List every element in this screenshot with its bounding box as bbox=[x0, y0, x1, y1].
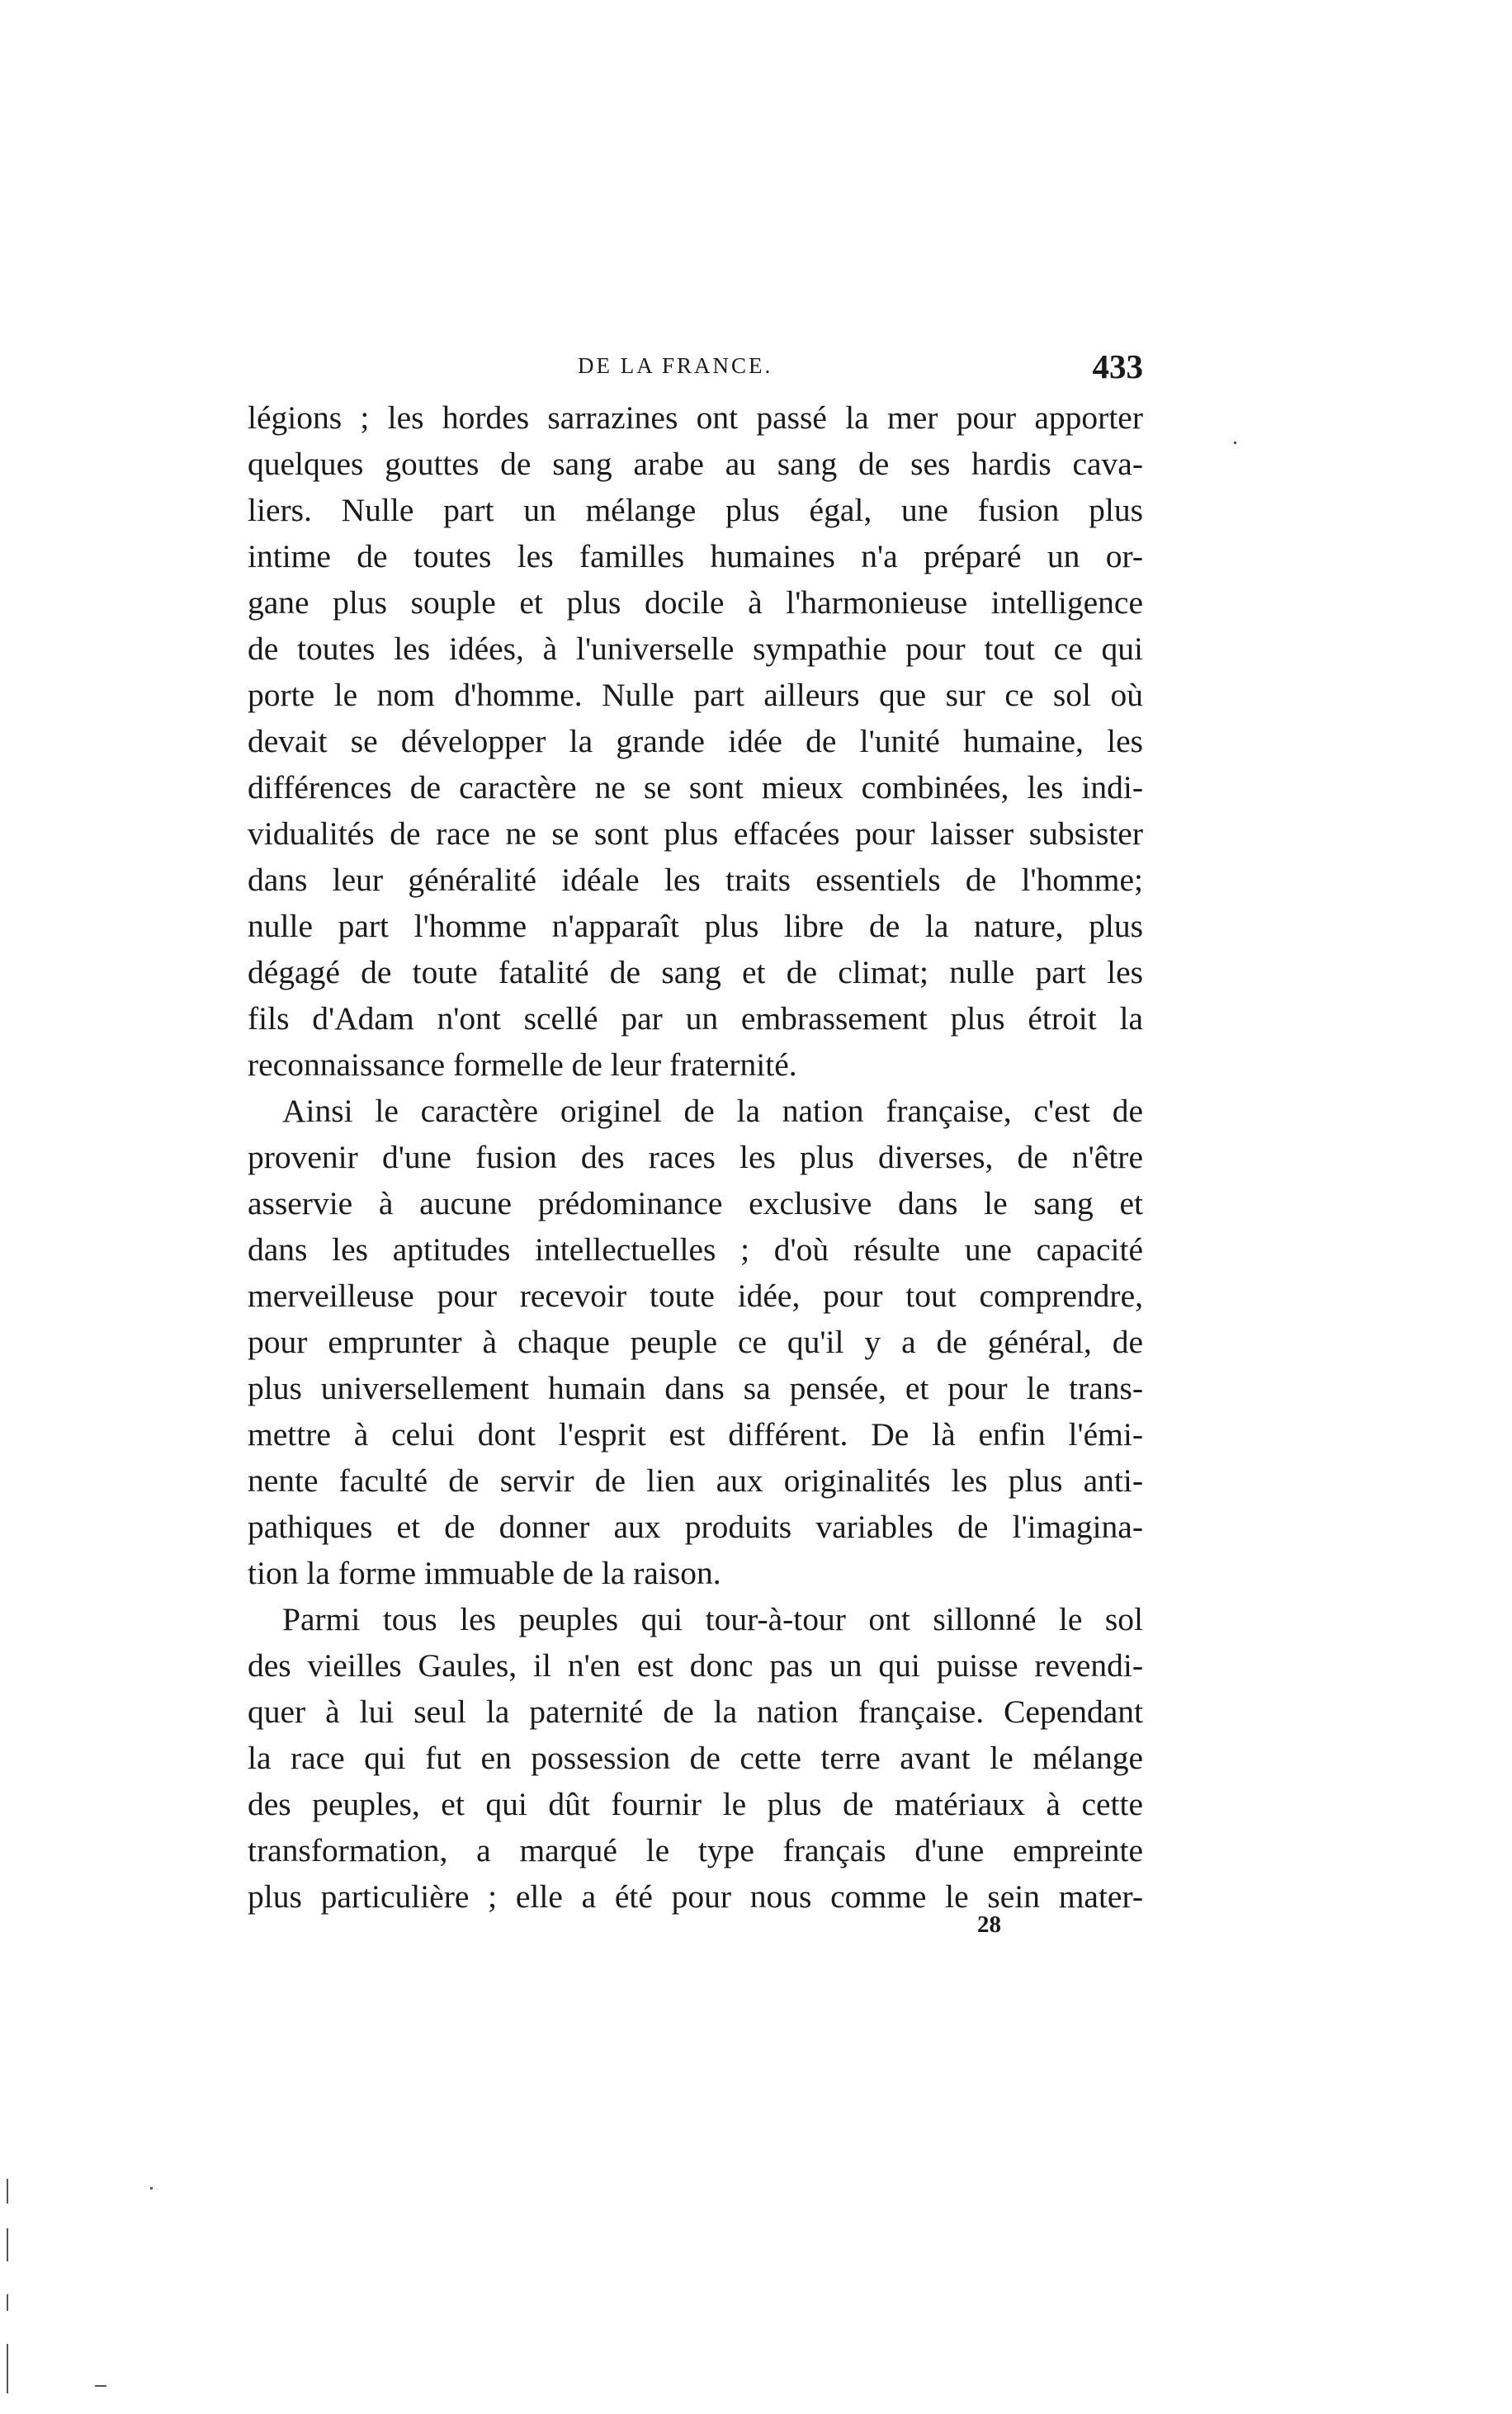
text-line: des vieilles Gaules, il n'en est donc pas un qui puisse revendi- bbox=[248, 1647, 1143, 1684]
text-line: provenir d'une fusion des races les plus diverses, de n'être bbox=[248, 1139, 1143, 1175]
paragraph-start-line: Ainsi le caractère originel de la nation française, c'est de bbox=[282, 1093, 1143, 1129]
text-line: pour emprunter à chaque peuple ce qu'il y a de général, de bbox=[248, 1324, 1143, 1360]
page-number: 433 bbox=[1092, 347, 1143, 385]
text-line: liers. Nulle part un mélange plus égal, une fusion plus bbox=[248, 492, 1143, 528]
scan-mark bbox=[95, 2385, 106, 2387]
scan-mark bbox=[7, 2228, 8, 2261]
text-line: mettre à celui dont l'esprit est différent. De là enfin l'émi- bbox=[248, 1416, 1143, 1453]
signature-mark: 28 bbox=[977, 1911, 1001, 1938]
scan-mark bbox=[1234, 442, 1236, 444]
scan-mark bbox=[7, 2294, 8, 2311]
text-line: transformation, a marqué le type français d'une empreinte bbox=[248, 1832, 1143, 1868]
text-line: plus particulière ; elle a été pour nous comme le sein mater- bbox=[248, 1878, 1143, 1915]
text-line: dégagé de toute fatalité de sang et de climat; nulle part les bbox=[248, 954, 1143, 990]
scan-mark bbox=[150, 2187, 153, 2190]
text-line: devait se développer la grande idée de l'unité humaine, les bbox=[248, 723, 1143, 759]
text-line: intime de toutes les familles humaines n'a préparé un or- bbox=[248, 538, 1143, 574]
body-text bbox=[248, 394, 1143, 1920]
text-line: légions ; les hordes sarrazines ont passé la mer pour apporter bbox=[248, 399, 1143, 436]
text-line: quer à lui seul la paternité de la nation française. Cependant bbox=[248, 1694, 1143, 1730]
scan-mark bbox=[7, 2179, 8, 2204]
text-line: dans les aptitudes intellectuelles ; d'où résulte une capacité bbox=[248, 1231, 1143, 1268]
text-line: nulle part l'homme n'apparaît plus libre de la nature, plus bbox=[248, 908, 1143, 944]
text-line: fils d'Adam n'ont scellé par un embrassement plus étroit la bbox=[248, 1000, 1143, 1037]
text-line: gane plus souple et plus docile à l'harmonieuse intelligence bbox=[248, 584, 1143, 621]
text-line: plus universellement humain dans sa pensée, et pour le trans- bbox=[248, 1370, 1143, 1406]
text-line: nente faculté de servir de lien aux originalités les plus anti- bbox=[248, 1462, 1143, 1499]
paragraph-start-line: Parmi tous les peuples qui tour-à-tour ont sillonné le sol bbox=[282, 1601, 1143, 1637]
text-line: merveilleuse pour recevoir toute idée, pour tout comprendre, bbox=[248, 1278, 1143, 1314]
scan-mark bbox=[7, 2344, 8, 2393]
text-line: des peuples, et qui dût fournir le plus de matériaux à cette bbox=[248, 1786, 1143, 1822]
text-line: différences de caractère ne se sont mieux combinées, les indi- bbox=[248, 769, 1143, 805]
text-line: dans leur généralité idéale les traits essentiels de l'homme; bbox=[248, 862, 1143, 898]
running-head bbox=[248, 347, 1143, 396]
running-title: DE LA FRANCE. bbox=[578, 353, 773, 378]
paragraph-end-line: tion la forme immuable de la raison. bbox=[248, 1555, 721, 1591]
text-line: de toutes les idées, à l'universelle sympathie pour tout ce qui bbox=[248, 631, 1143, 667]
text-line: vidualités de race ne se sont plus effacées pour laisser subsister bbox=[248, 815, 1143, 852]
text-line: la race qui fut en possession de cette terre avant le mélange bbox=[248, 1740, 1143, 1776]
text-line: porte le nom d'homme. Nulle part ailleurs que sur ce sol où bbox=[248, 677, 1143, 713]
text-line: quelques gouttes de sang arabe au sang de ses hardis cava- bbox=[248, 446, 1143, 482]
text-line: pathiques et de donner aux produits variables de l'imagina- bbox=[248, 1509, 1143, 1545]
text-line: asservie à aucune prédominance exclusive dans le sang et bbox=[248, 1185, 1143, 1221]
paragraph-end-line: reconnaissance formelle de leur fraternité. bbox=[248, 1046, 797, 1083]
